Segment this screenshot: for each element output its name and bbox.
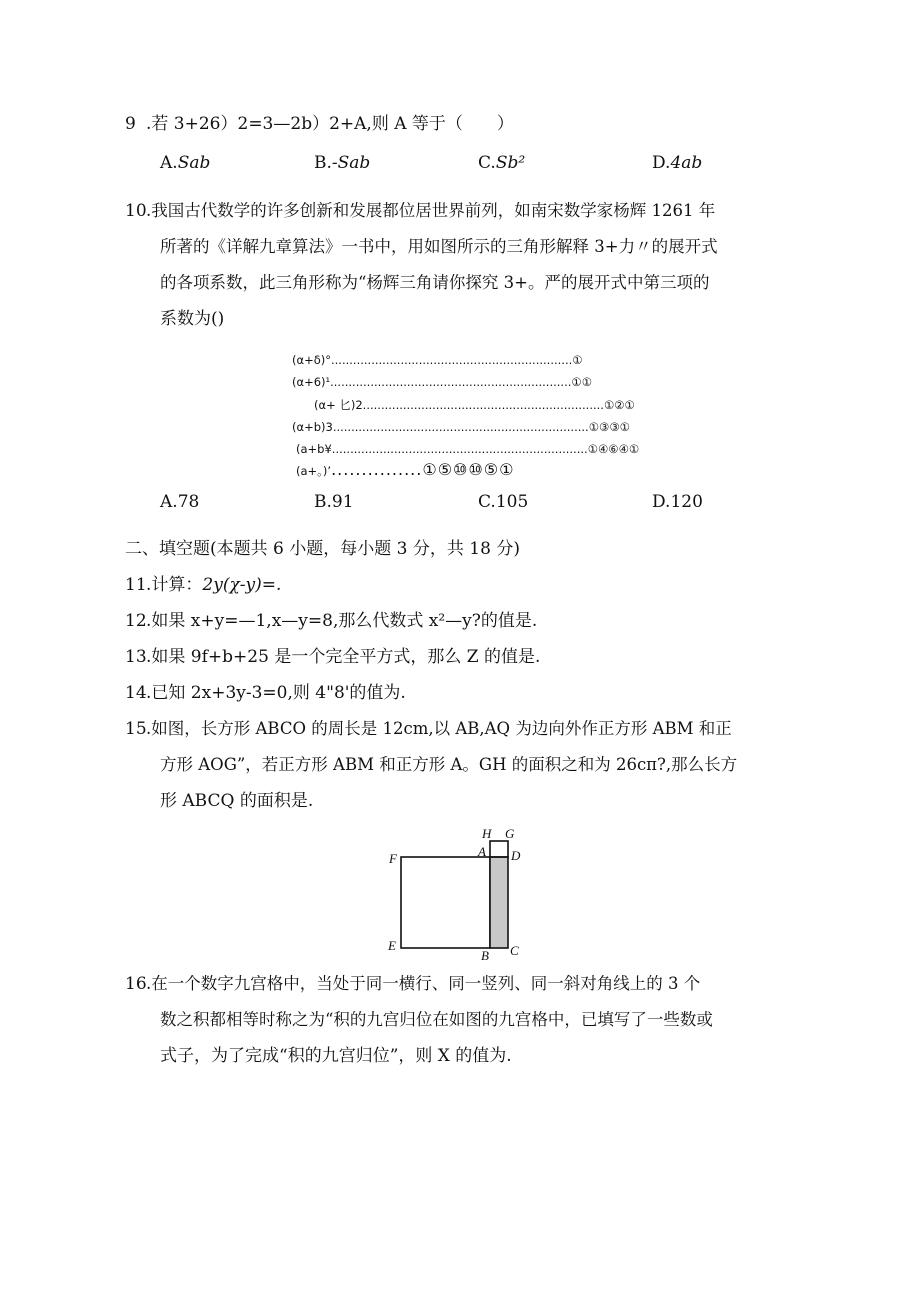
q9-number: 9 [125,114,136,134]
q15-line-3: 形 ABCQ 的面积是. [160,791,314,811]
label-d: D [511,848,521,863]
triangle-row-3: (α+b)3......................................................................①③③① [292,420,630,434]
q10-option-c: C.105 [478,492,529,512]
triangle-row-2: (α+ 匕)2..................................................................①②① [314,398,635,412]
label-g: G [505,826,515,841]
q12-number: 12 [125,611,147,631]
rectangle-abcd [490,857,508,948]
triangle-row-1: (α+6)¹..................................................................①① [292,375,593,389]
label-h: H [482,826,492,841]
q9-option-d: D.4ab [652,153,703,173]
triangle-row-4: (a+b¥......................................................................①④⑥④① [296,442,640,456]
triangle-row-5: (a+。)’...............①⑤⑩⑩⑤① [296,460,515,479]
q9-option-c: C.Sb² [478,153,526,173]
label-a: A [478,844,486,859]
q9-option-b: B.-Sab [314,153,371,173]
triangle-row-0: (α+δ)°..................................................................① [292,353,583,367]
q9-option-a: A.Sab [160,153,211,173]
q11-number: 11 [125,575,147,595]
rectangle-squares-figure [385,822,535,962]
q16-line-1: .在一个数字九宫格中，当处于同一横行、同一竖列、同一斜对角线上的 3 个 [146,974,701,993]
q10-line-3: 的各项系数，此三角形称为“杨辉三角请你探究 3+。严的展开式中第三项的 [160,273,710,292]
label-e: E [388,938,396,953]
label-b: B [481,948,489,962]
q11-text: .计算：2y(χ-y)=. [146,575,282,595]
q10-option-a: A.78 [160,492,200,512]
label-f: F [389,851,397,866]
q10-number: 10 [125,201,147,221]
q10-option-d: D.120 [652,492,703,512]
q12-text: .如果 x+y=—1,x—y=8,那么代数式 x²—y?的值是. [146,611,538,631]
q15-number: 15 [125,719,147,739]
q10-option-b: B.91 [314,492,354,512]
section-2-title: 二、填空题(本题共 6 小题，每小题 3 分，共 18 分) [125,539,520,559]
q15-line-2: 方形 AOG”，若正方形 ABM 和正方形 A。GH 的面积之和为 26cπ?,那么长方 [160,755,738,774]
square-adgh [490,841,508,857]
q9-stem: .若 3+26）2=3—2b）2+A,则 A 等于（ ） [146,114,514,134]
label-c: C [510,943,519,958]
q10-line-1: .我国古代数学的许多创新和发展都位居世界前列，如南宋数学家杨辉 1261 年 [146,201,716,220]
q10-line-2: 所著的《详解九章算法》一书中，用如图所示的三角形解释 3+力〃的展开式 [160,237,718,256]
q10-line-4: 系数为() [160,309,225,329]
square-abef [401,857,490,948]
q13-text: .如果 9f+b+25 是一个完全平方式，那么 Z 的值是. [146,647,541,667]
q16-number: 16 [125,974,147,994]
q14-text: .已知 2x+3y-3=0,则 4"8'的值为. [146,683,406,703]
q16-line-3: 式子，为了完成“积的九宫归位”，则 X 的值为. [160,1046,512,1066]
q16-line-2: 数之积都相等时称之为“积的九宫归位在如图的九宫格中，已填写了一些数或 [160,1010,713,1029]
q15-line-1: .如图，长方形 ABCO 的周长是 12cm,以 AB,AQ 为边向外作正方形 ABM 和正 [146,719,732,738]
q14-number: 14 [125,683,147,703]
q13-number: 13 [125,647,147,667]
